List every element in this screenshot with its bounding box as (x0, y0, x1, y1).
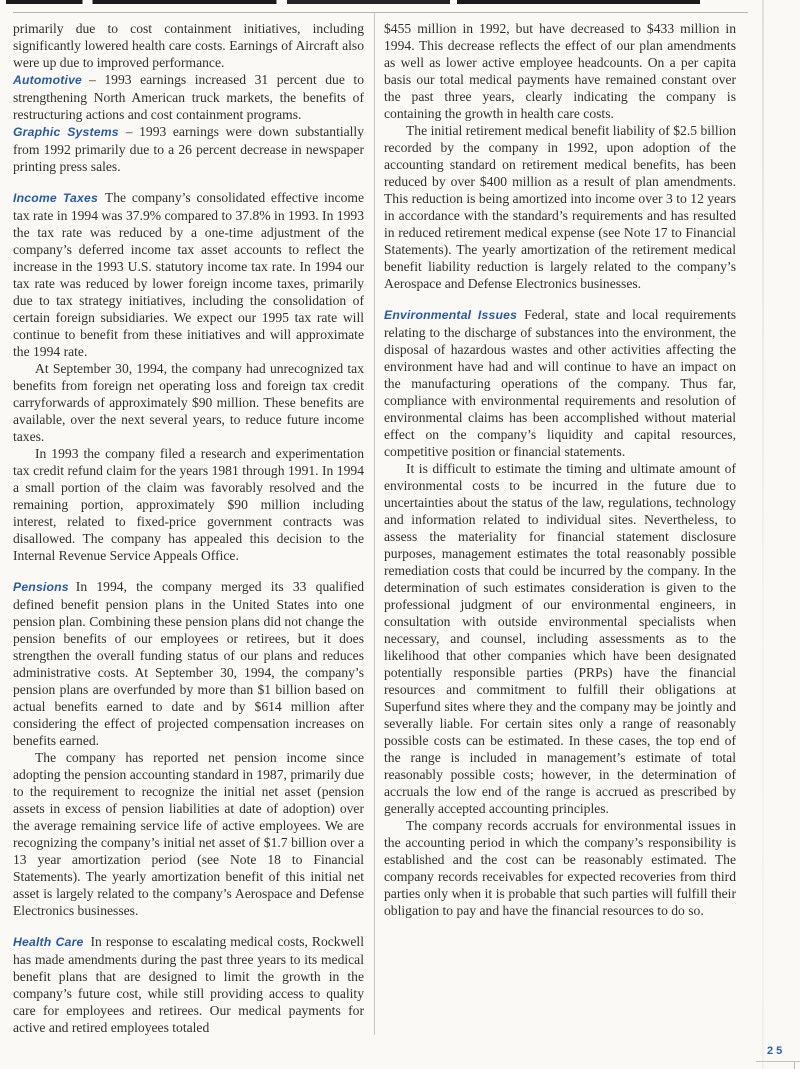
paragraph-text: primarily due to cost containment initiatives, including significantly lowered health care costs. Earnings of Aircraft also were up due to improved performance. (13, 21, 364, 70)
paragraph (384, 460, 736, 817)
right-column (384, 20, 736, 919)
section-income-taxes (13, 189, 364, 360)
section-label-environmental-issues: Environmental Issues (384, 308, 518, 322)
section-label-income-taxes: Income Taxes (13, 191, 98, 205)
paragraph (13, 445, 364, 564)
paragraph-text: – 1993 earnings increased 31 percent due to strengthening North American truck markets, the benefits of restructuring actions and cost containment programs. (13, 72, 364, 122)
paragraph-text: $455 million in 1992, but have decreased to $433 million in 1994. This decrease reflects the effect of our plan amendments as well as lower active employee headcounts. On a per capita basis our total medical payments have remained constant over the past three years, clearly indicating the company is containing the growth in health care costs. (384, 21, 736, 121)
paragraph-text: In 1993 the company filed a research and experimentation tax credit refund claim for the years 1981 through 1991. In 1994 a small portion of the claim was favorably resolved and the remaining portion, approximately $90 million including interest, related to fixed-price government contracts was disallowed. The company has appealed this decision to the Internal Revenue Service Appeals Office. (13, 446, 364, 563)
paragraph (13, 360, 364, 445)
paragraph (384, 122, 736, 292)
section-label-pensions: Pensions (13, 580, 69, 594)
paragraph-text: The company records accruals for environmental issues in the accounting period in which the company’s responsibility is established and the cost can be reasonably estimated. The company records receivables for expected recoveries from third parties only when it is probable that such parties will fulfill their obligation to pay and have the financial resources to do so. (384, 818, 736, 918)
section-health-care (13, 933, 364, 1036)
scan-edge-top (6, 0, 700, 4)
section-pensions (13, 578, 364, 749)
paragraph (13, 749, 364, 919)
page-number: 25 (767, 1045, 786, 1057)
paragraph-text: In 1994, the company merged its 33 qualified defined benefit pension plans in the United States into one pension plan. Combining these pension plans did not change the pension benefits of our employees or retirees, but it does strengthen the overall funding status of our plans and reduces administrative costs. At September 30, 1994, the company’s pension plans are overfunded by more than $1 billion based on actual benefits earned to date and by $614 million after considering the effect of projected compensation increases on benefits earned. (13, 579, 364, 748)
paragraph-text: – 1993 earnings were down substantially from 1992 primarily due to a 26 percent decrease in newspaper printing press sales. (13, 124, 365, 174)
paragraph-text: The company has reported net pension income since adopting the pension accounting standard in 1987, primarily due to the requirement to recognize the initial net asset (pension assets in excess of pension liabilities at date of adoption) over the average remaining service life of active employees. We are recognizing the company’s initial net asset of $1.7 billion over a 13 year amortization period (see Note 18 to Financial Statements). The yearly amortization benefit of this initial net asset is largely related to the company’s Aerospace and Defense Electronics businesses. (13, 750, 364, 918)
labeled-paragraph-automotive (13, 71, 364, 123)
paragraph-text: At September 30, 1994, the company had unrecognized tax benefits from foreign net operating loss and foreign tax credit carryforwards of approximately $90 million. These benefits are available, over the next several years, to reduce future income taxes. (13, 361, 364, 444)
subsection-label-graphic-systems: Graphic Systems (13, 125, 119, 139)
labeled-paragraph-graphic-systems (13, 123, 364, 175)
top-rule (13, 12, 748, 13)
page-edge-shadow (762, 0, 764, 1069)
paragraph-text: The initial retirement medical benefit liability of $2.5 billion recorded by the company in 1992, upon adoption of the accounting standard on retirement medical benefits, has been reduced by over $400 million as a result of plan amendments. This reduction is being amortized into income over 3 to 12 years in accordance with the standard’s requirements and has resulted in reduced retirement medical expense (see Note 17 to Financial Statements). The yearly amortization of the retirement medical benefit liability reduction is largely related to the company’s Aerospace and Defense Electronics businesses. (384, 123, 736, 291)
paragraph-text: It is difficult to estimate the timing and ultimate amount of environmental costs to be incurred in the future due to uncertainties about the status of the law, regulations, technology and information related to individual sites. Nevertheless, to assess the materiality for financial statement disclosure purposes, management estimates the total reasonably possible remediation costs that could be incurred by the company. In the determination of such estimates consideration is given to the professional judgment of our environmental engineers, in consultation with outside environmental specialists when necessary, and counsel, including assessments as to the likelihood that other companies which have been designated potentially responsible parties (PRPs) have the financial resources and commitment to fulfill their obligations at Superfund sites where they and the company may be jointly and severally liable. For certain sites only a range of reasonably possible costs can be estimated. In these cases, the top end of the range is included in management’s estimate of total reasonably possible costs; however, in the determination of accruals the low end of the range is accrued as prescribed by generally accepted accounting principles. (384, 461, 736, 816)
paragraph (384, 20, 736, 122)
paragraph-text: Federal, state and local requirements relating to the discharge of substances into the environment, the disposal of hazardous wastes and other activities affecting the environment have had and will continue to have an impact on the manufacturing operations of the company. Thus far, compliance with environmental requirements and resolution of environmental claims has been accomplished without material effect on the company’s liquidity and capital resources, competitive position or financial statements. (384, 307, 737, 459)
paragraph-text: The company’s consolidated effective income tax rate in 1994 was 37.9% compared to 37.8% in 1993. In 1993 the tax rate was reduced by a one-time adjustment of the company’s deferred income tax asset accounts to reflect the increase in the 1993 U.S. statutory income tax rate. In 1994 our tax rate was reduced by lower foreign income taxes, primarily due to tax strategy initiatives, including the consolidation of certain foreign subsidiaries. We expect our 1995 tax rate will continue to benefit from these initiatives and will approximate the 1994 rate. (13, 190, 364, 359)
column-divider (374, 13, 375, 1035)
left-column (13, 20, 364, 1036)
paragraph-text: In response to escalating medical costs, Rockwell has made amendments during the past three years to its medical benefit plans that are designed to limit the growth in the company’s future cost, while still providing access to quality care for employees and retirees. Our medical payments for active and retired employees totaled (13, 934, 364, 1035)
subsection-label-automotive: Automotive (13, 73, 83, 87)
section-environmental-issues (384, 306, 736, 460)
paragraph (13, 20, 364, 71)
paragraph (384, 817, 736, 919)
scan-corner-mark-vertical (794, 1062, 795, 1069)
section-label-health-care: Health Care (13, 935, 84, 949)
